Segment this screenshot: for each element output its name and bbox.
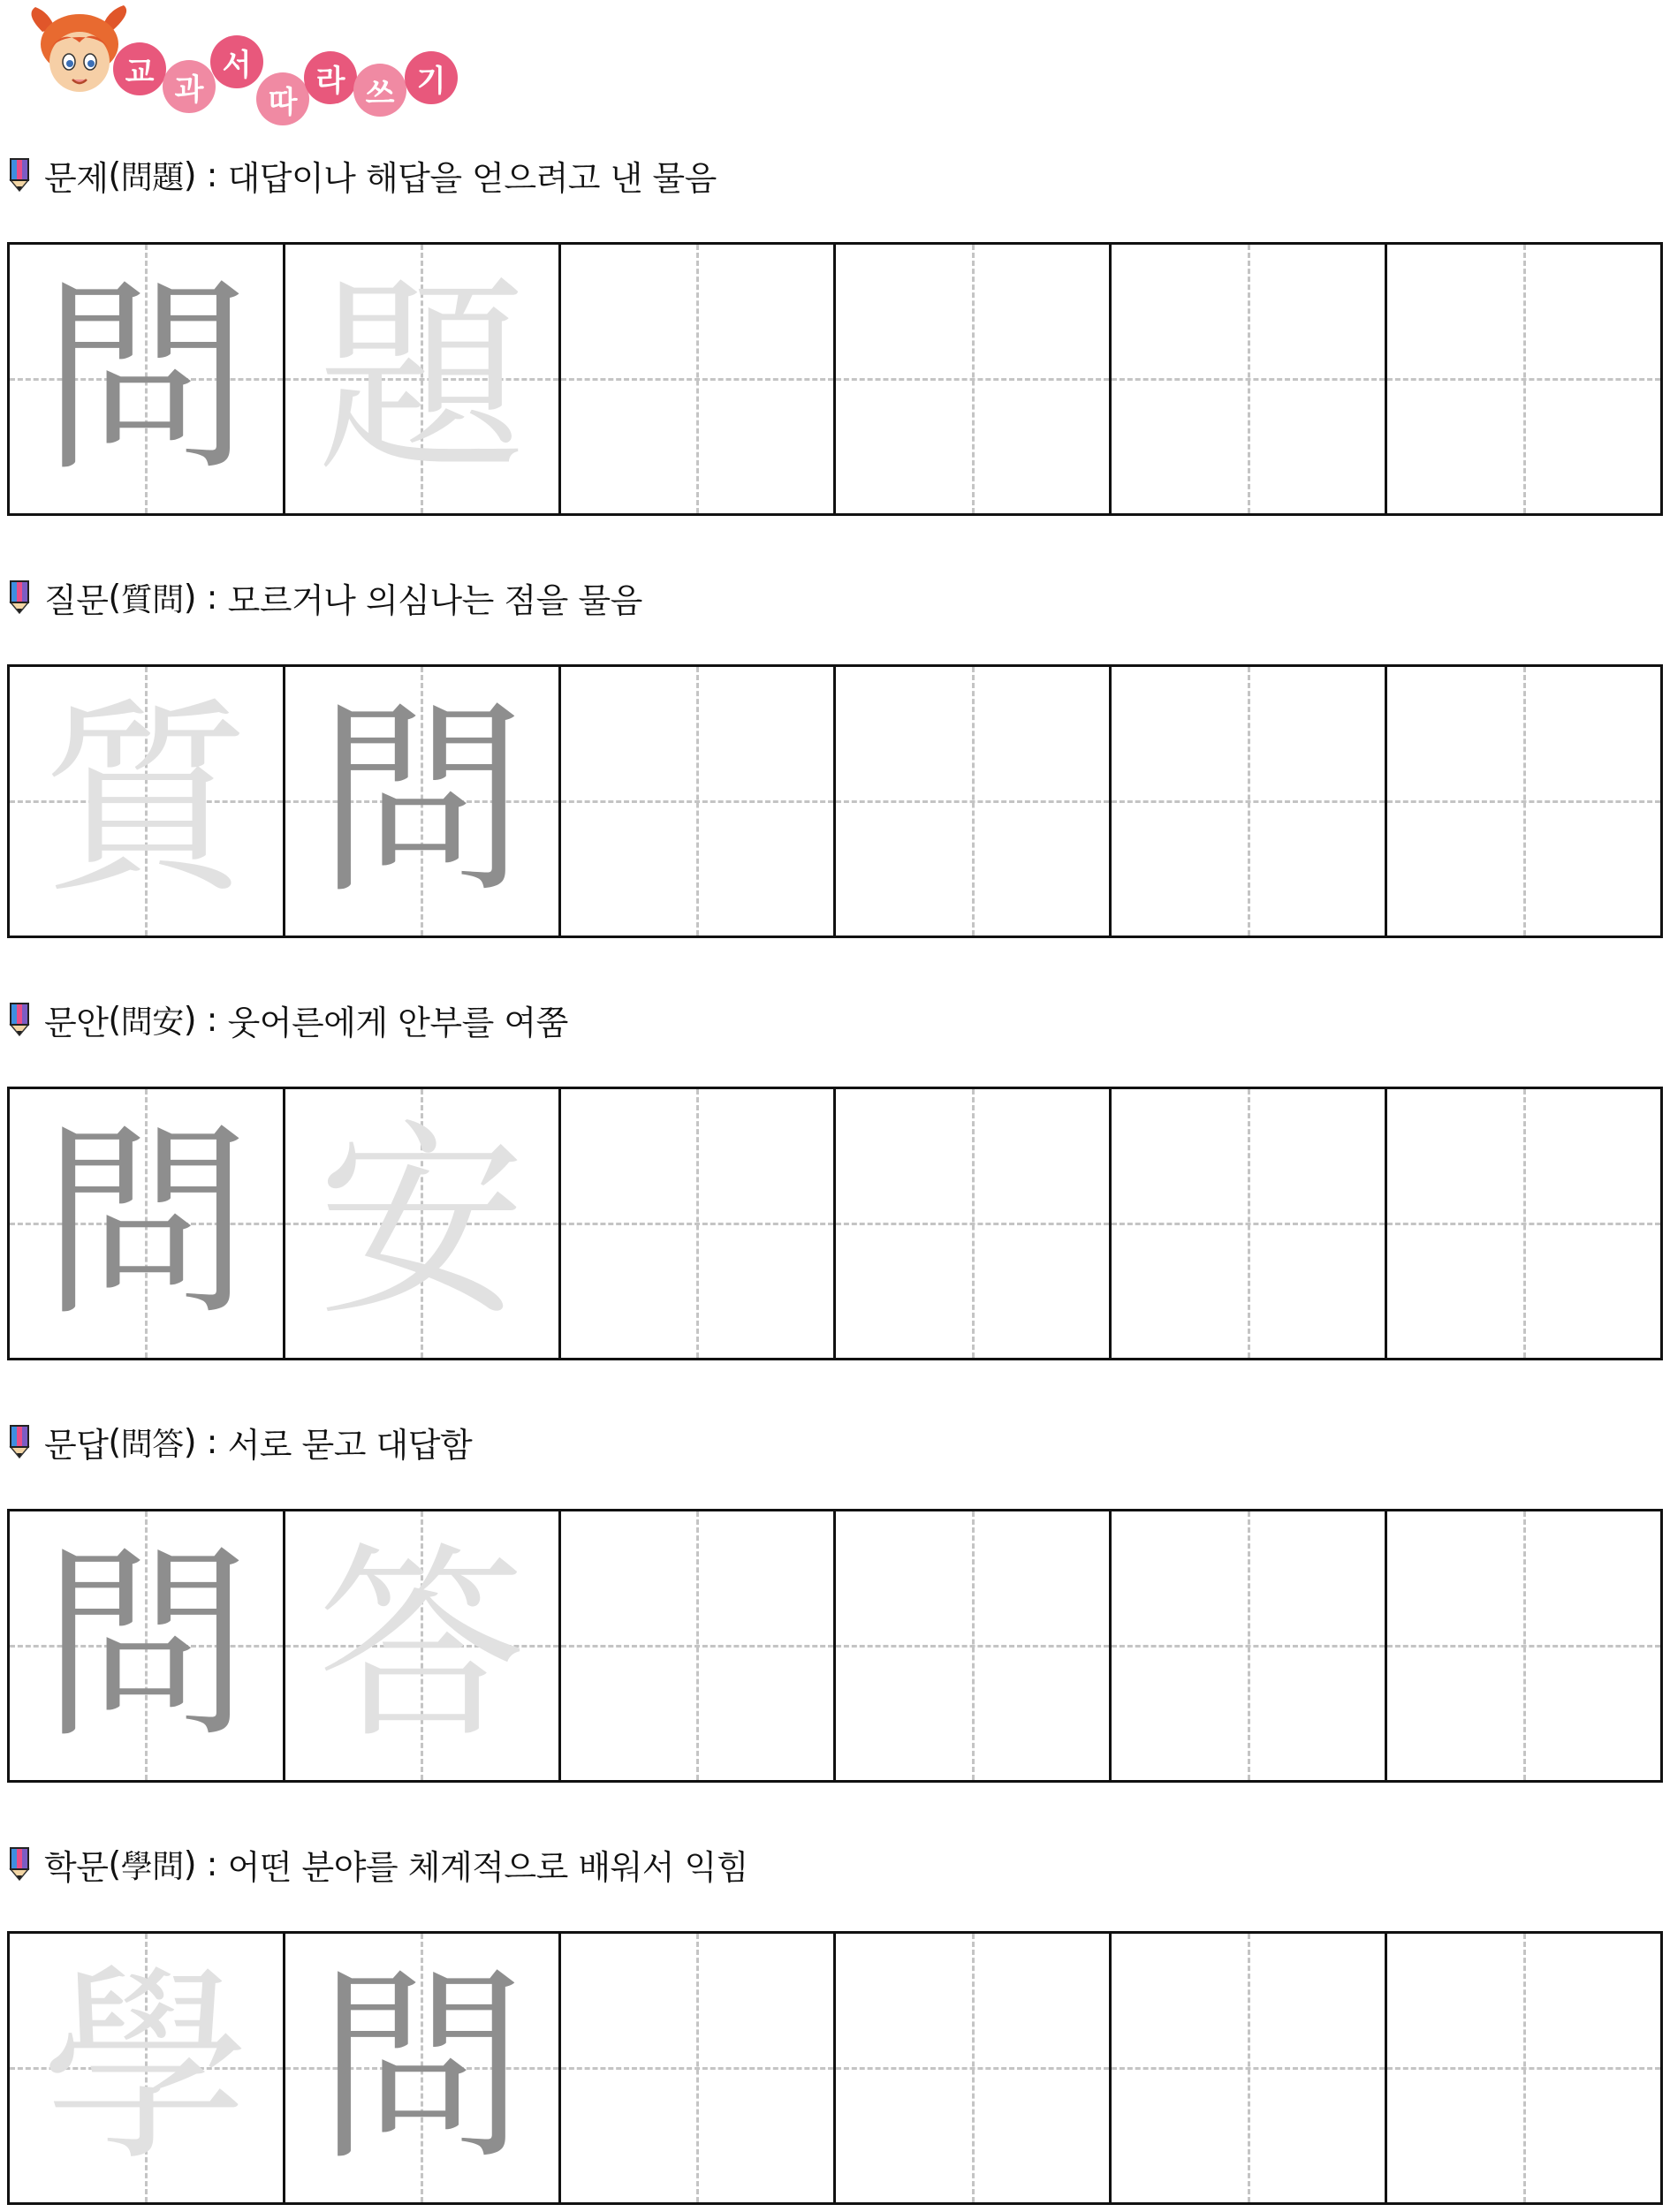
guide-cell <box>10 1934 285 2202</box>
hanja-trace-glyph: 題 <box>317 257 527 500</box>
paren-open: ( <box>108 155 121 194</box>
writing-box[interactable] <box>1112 1089 1387 1358</box>
guide-cell <box>10 667 285 936</box>
word-korean: 문제 <box>44 158 109 198</box>
guide-line-horizontal <box>836 1223 1109 1225</box>
writing-box[interactable] <box>1387 245 1660 513</box>
writing-box[interactable] <box>1387 1511 1660 1780</box>
word-heading <box>7 150 717 200</box>
pencil-icon <box>7 1846 32 1882</box>
guide-line-horizontal <box>1112 378 1385 381</box>
paren-close: ) : <box>183 1422 228 1461</box>
guide-cell <box>285 245 561 513</box>
guide-line-horizontal <box>561 1223 834 1225</box>
writing-box[interactable] <box>561 667 837 936</box>
word-hanja: 質問 <box>120 581 184 618</box>
guide-cell <box>285 1089 561 1358</box>
word-hanja: 問題 <box>120 159 184 196</box>
guide-cell <box>10 1089 285 1358</box>
writing-box[interactable] <box>561 1511 837 1780</box>
writing-box[interactable] <box>1112 1511 1387 1780</box>
paren-close: ) : <box>183 578 228 617</box>
writing-grid <box>7 1931 1663 2205</box>
word-definition: 모르거나 의심나는 점을 물음 <box>227 580 642 620</box>
logo-letter: 과 <box>163 60 216 113</box>
writing-box[interactable] <box>1112 1934 1387 2202</box>
guide-line-horizontal <box>1112 800 1385 803</box>
writing-box[interactable] <box>561 1089 837 1358</box>
logo <box>25 5 484 120</box>
word-heading <box>7 1839 748 1889</box>
paren-close: ) : <box>183 155 228 194</box>
writing-grid <box>7 1087 1663 1360</box>
pencil-icon <box>7 580 32 615</box>
writing-box[interactable] <box>1112 245 1387 513</box>
paren-open: ( <box>108 1422 121 1461</box>
hanja-trace-glyph: 問 <box>42 257 251 500</box>
logo-letter: 라 <box>304 51 357 104</box>
word-hanja: 問安 <box>120 1004 184 1041</box>
guide-line-horizontal <box>1112 2067 1385 2070</box>
writing-box[interactable] <box>836 245 1112 513</box>
writing-box[interactable] <box>1387 1089 1660 1358</box>
writing-box[interactable] <box>836 1089 1112 1358</box>
hanja-trace-glyph: 問 <box>317 1946 527 2189</box>
word-definition: 대답이나 해답을 얻으려고 낸 물음 <box>227 158 717 198</box>
writing-box[interactable] <box>836 667 1112 936</box>
guide-line-horizontal <box>561 1645 834 1648</box>
guide-line-horizontal <box>1387 1223 1660 1225</box>
guide-line-horizontal <box>1387 2067 1660 2070</box>
word-definition: 서로 묻고 대답함 <box>227 1425 473 1465</box>
writing-grid <box>7 242 1663 516</box>
writing-box[interactable] <box>1112 667 1387 936</box>
logo-letter: 쓰 <box>353 64 406 117</box>
hanja-trace-glyph: 問 <box>42 1524 251 1767</box>
guide-line-horizontal <box>1112 1223 1385 1225</box>
guide-cell <box>10 1511 285 1780</box>
writing-box[interactable] <box>1387 1934 1660 2202</box>
logo-letter: 따 <box>256 72 309 125</box>
guide-line-horizontal <box>561 800 834 803</box>
writing-box[interactable] <box>836 1511 1112 1780</box>
writing-grid <box>7 1509 1663 1783</box>
writing-box[interactable] <box>561 245 837 513</box>
guide-line-horizontal <box>836 1645 1109 1648</box>
writing-box[interactable] <box>561 1934 837 2202</box>
paren-close: ) : <box>183 1845 228 1883</box>
word-heading <box>7 995 568 1044</box>
word-heading <box>7 572 642 622</box>
pencil-icon <box>7 157 32 193</box>
word-korean: 문안 <box>44 1003 109 1042</box>
hanja-trace-glyph: 安 <box>317 1102 527 1345</box>
logo-letter: 교 <box>113 42 166 95</box>
hanja-trace-glyph: 質 <box>42 679 251 922</box>
guide-line-horizontal <box>836 800 1109 803</box>
guide-line-horizontal <box>836 2067 1109 2070</box>
guide-cell <box>285 667 561 936</box>
word-heading <box>7 1417 472 1466</box>
guide-line-horizontal <box>1387 378 1660 381</box>
paren-open: ( <box>108 1845 121 1883</box>
word-korean: 질문 <box>44 580 109 620</box>
paren-close: ) : <box>183 1000 228 1039</box>
guide-cell <box>285 1511 561 1780</box>
writing-box[interactable] <box>836 1934 1112 2202</box>
word-definition: 웃어른에게 안부를 여쭘 <box>227 1003 568 1042</box>
paren-open: ( <box>108 1000 121 1039</box>
pencil-icon <box>7 1424 32 1459</box>
guide-line-horizontal <box>561 378 834 381</box>
guide-line-horizontal <box>1387 1645 1660 1648</box>
word-hanja: 學問 <box>120 1848 184 1885</box>
hanja-trace-glyph: 問 <box>317 679 527 922</box>
guide-cell <box>285 1934 561 2202</box>
guide-line-horizontal <box>1387 800 1660 803</box>
hanja-trace-glyph: 問 <box>42 1102 251 1345</box>
paren-open: ( <box>108 578 121 617</box>
writing-box[interactable] <box>1387 667 1660 936</box>
word-korean: 학문 <box>44 1847 109 1887</box>
guide-cell <box>10 245 285 513</box>
writing-grid <box>7 664 1663 938</box>
word-hanja: 問答 <box>120 1426 184 1463</box>
guide-line-horizontal <box>561 2067 834 2070</box>
pencil-icon <box>7 1002 32 1037</box>
word-korean: 문답 <box>44 1425 109 1465</box>
word-definition: 어떤 분야를 체계적으로 배워서 익힘 <box>227 1847 749 1887</box>
guide-line-horizontal <box>1112 1645 1385 1648</box>
hanja-trace-glyph: 答 <box>317 1524 527 1767</box>
guide-line-horizontal <box>836 378 1109 381</box>
logo-letter: 서 <box>210 35 263 88</box>
logo-letter: 기 <box>405 51 458 104</box>
hanja-trace-glyph: 學 <box>42 1946 251 2189</box>
